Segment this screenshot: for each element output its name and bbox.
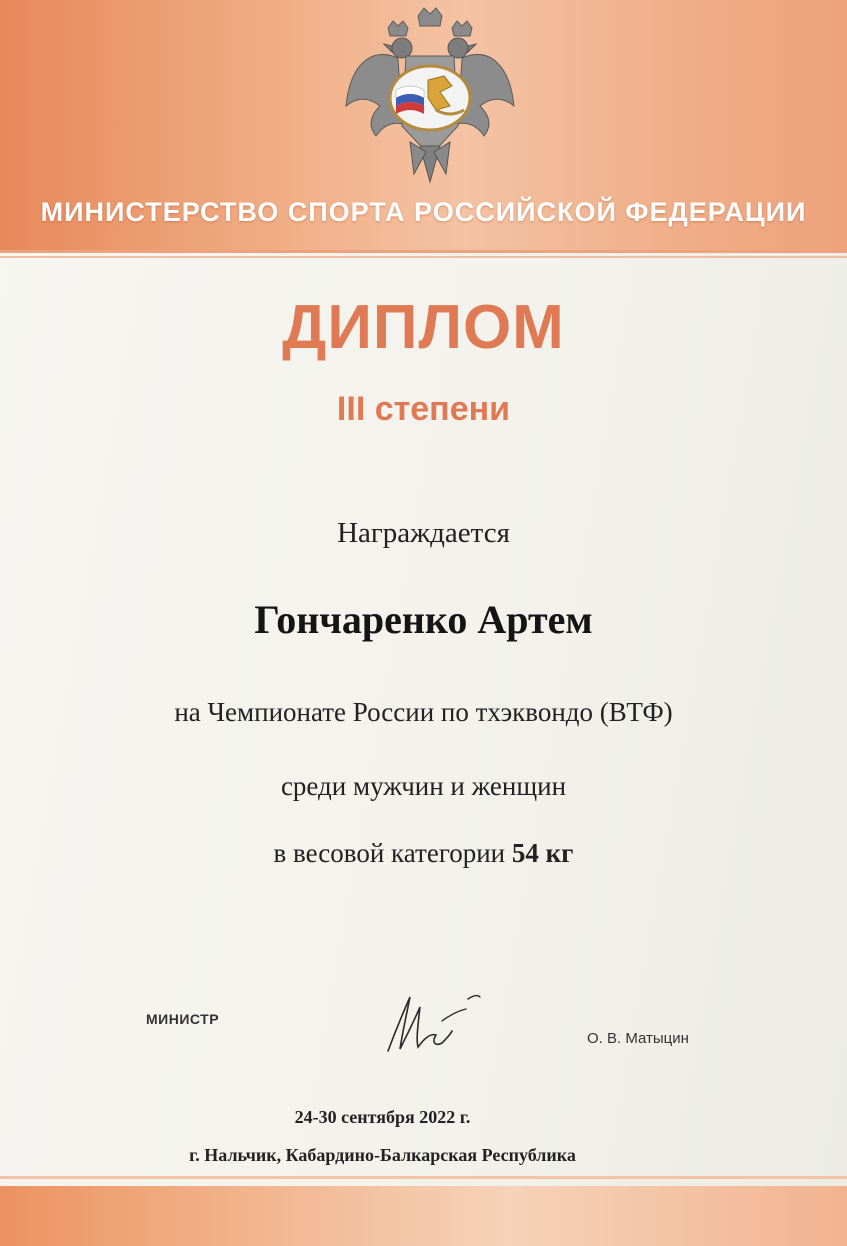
signature-icon <box>380 985 490 1060</box>
recipient-name: Гончаренко Артем <box>254 597 593 642</box>
weight-value: 54 кг <box>511 838 574 868</box>
ministry-name: МИНИСТЕРСТВО СПОРТА РОССИЙСКОЙ ФЕДЕРАЦИИ <box>40 197 807 227</box>
eagle-emblem-icon <box>340 6 520 186</box>
minister-role: МИНИСТР <box>146 1011 220 1027</box>
event-text: на Чемпионате России по тхэквондо (ВТФ) <box>174 697 673 727</box>
event-place: г. Нальчик, Кабардино-Балкарская Республика <box>189 1145 576 1165</box>
diploma-title: ДИПЛОМ <box>282 293 565 362</box>
awarded-text: Награждается <box>337 517 510 549</box>
weight-prefix: в весовой категории <box>273 838 506 868</box>
weight-category <box>0 838 847 869</box>
group-text: среди мужчин и женщин <box>280 771 567 801</box>
header-divider-thin <box>0 256 847 258</box>
header-divider <box>0 250 847 253</box>
event-dates: 24-30 сентября 2022 г. <box>294 1107 471 1127</box>
footer-band <box>0 1186 847 1246</box>
diploma-degree: III степени <box>336 390 511 428</box>
footer-divider <box>0 1176 847 1179</box>
minister-name: О. В. Матыцин <box>587 1030 689 1047</box>
